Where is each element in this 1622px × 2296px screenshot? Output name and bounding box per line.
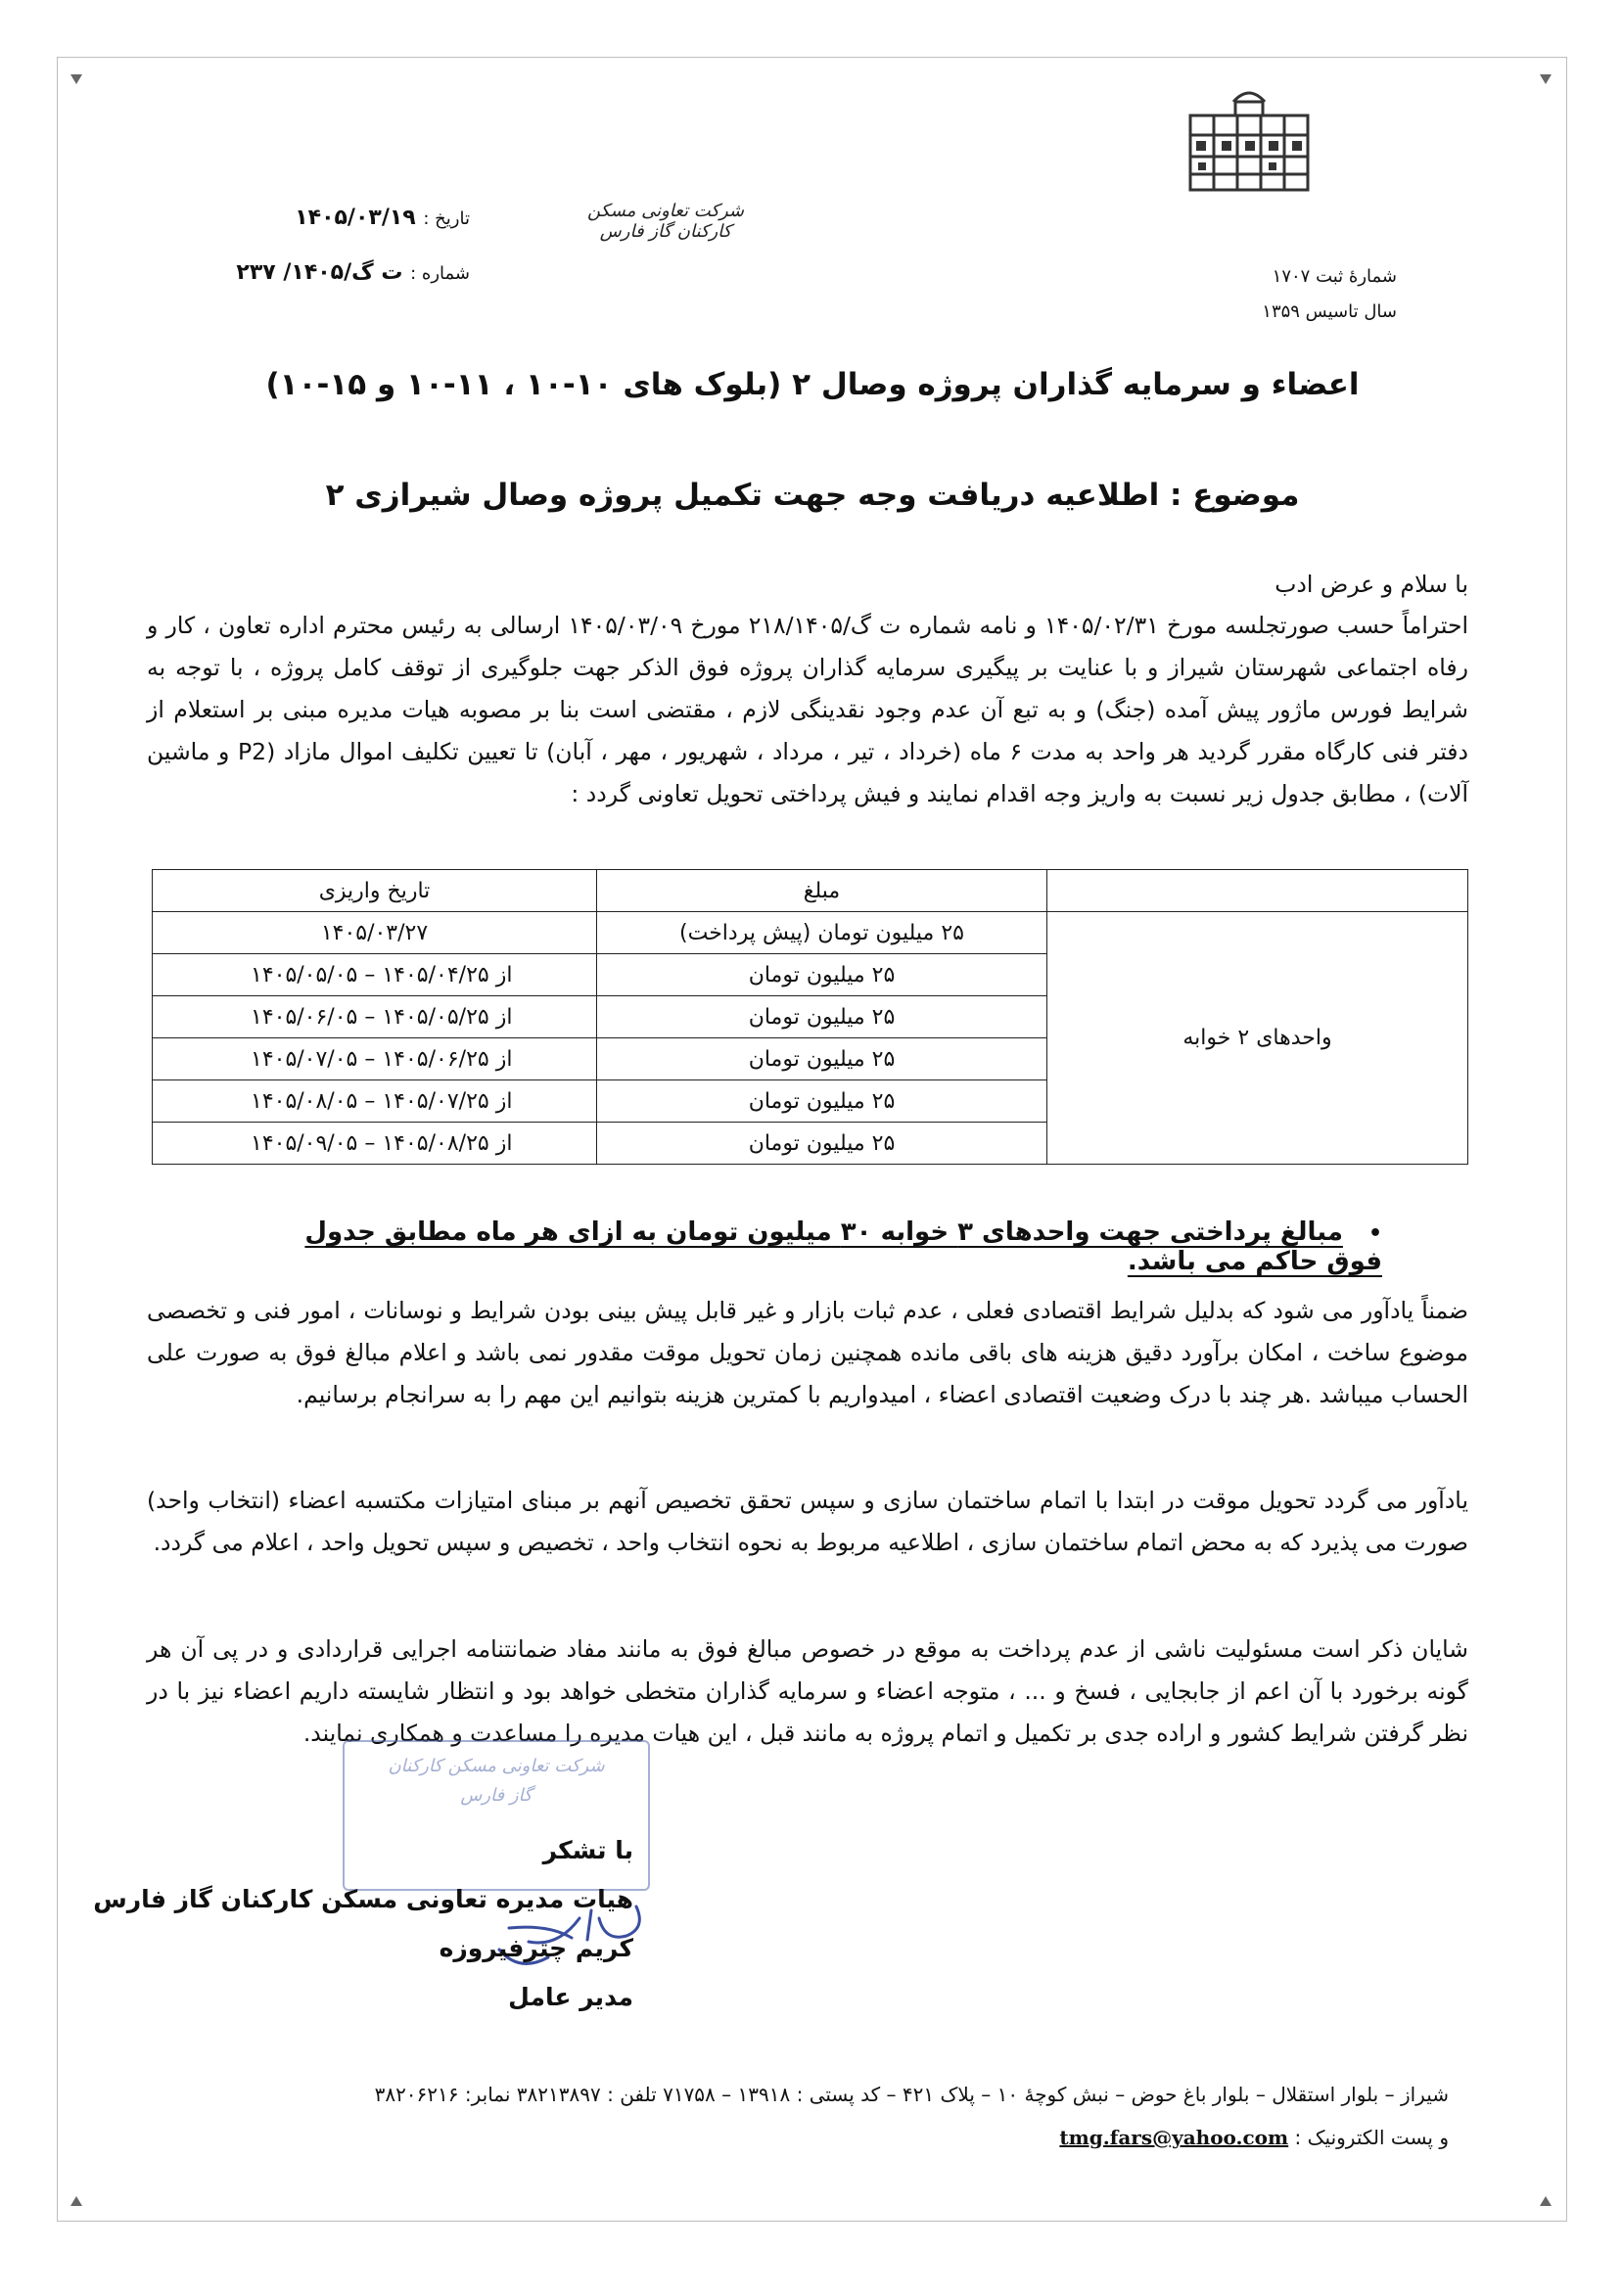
date-label: تاریخ :	[423, 208, 470, 229]
date-cell: از ۱۴۰۵/۰۶/۲۵ – ۱۴۰۵/۰۷/۰۵	[153, 1038, 597, 1080]
letter-number	[147, 260, 470, 285]
signer-name: کریم چترفیروزه	[439, 1934, 633, 1962]
subject-heading: موضوع : اطلاعیه دریافت وجه جهت تکمیل پروژه وصال شیرازی ۲	[325, 478, 1300, 513]
founding-year: سال تاسیس ۱۳۵۹	[1262, 301, 1397, 322]
header-date: تاریخ واریزی	[153, 870, 597, 912]
email-label: و پست الکترونیک :	[1294, 2126, 1449, 2149]
date-cell: از ۱۴۰۵/۰۴/۲۵ – ۱۴۰۵/۰۵/۰۵	[153, 954, 597, 996]
amount-cell: ۲۵ میلیون تومان	[597, 1123, 1047, 1165]
number-value: ت گ/۱۴۰۵/ ۲۳۷	[236, 260, 403, 285]
letter-date	[147, 206, 470, 230]
greeting: با سلام و عرض ادب	[1274, 571, 1468, 598]
signature-block	[93, 1826, 633, 2022]
paragraph-delivery: یادآور می گردد تحویل موقت در ابتدا با اتمام ساختمان سازی و سپس تحقق تخصیص آنهم بر مبنای امتیازات مکتسبه اعضاء (انتخاب واحد) صورت می پذیرد که به محض اتمام ساختمان سازی ، اطلاعیه مربوط به نحوه انتخاب واحد ، تخصیص و سپس تحویل واحد ، اعلام می گردد.	[147, 1487, 1468, 1556]
corner-mark-top-left	[70, 74, 82, 84]
header-amount: مبلغ	[597, 870, 1047, 912]
paragraph-reminder: ضمناً یادآور می شود که بدلیل شرایط اقتصادی فعلی ، عدم ثبات بازار و غیر قابل پیش بینی بودن شرایط و نوسانات ، امور فنی و تخصصی موضوع ساخت ، امکان برآورد دقیق هزینه های باقی مانده همچنین زمان تحویل موقت مقدور نمی باشد و اعلام مبالغ فوق به صورت علی الحساب میباشد .هر چند با درک وضعیت اقتصادی اعضاء ، امیدواریم با کمترین هزینه بتوانیم این مهم را به سرانجام برسانیم.	[147, 1297, 1468, 1408]
paragraph-responsibility: شایان ذکر است مسئولیت ناشی از عدم پرداخت به موقع در خصوص مبالغ فوق به مانند مفاد ضمانتنامه اجرایی قراردادی و در پی آن هر گونه برخورد با آن اعم از جابجایی ، فسخ و ... ، متوجه اعضاء و سرمایه گذاران متخطی خواهد بود و انتظار شایسته داریم اعضاء نیز با در نظر گرفتن شرایط کشور و اراده جدی بر تکمیل و اتمام پروژه به مانند قبل ، این هیات مدیره را مساعدت و همکاری نمایند.	[147, 1635, 1468, 1747]
date-value: ۱۴۰۵/۰۳/۱۹	[295, 206, 416, 230]
closing-thanks: با تشکر	[542, 1836, 633, 1864]
header-unit	[1047, 870, 1468, 912]
footer-address: شیراز – بلوار استقلال – بلوار باغ حوض – نبش کوچهٔ ۱۰ – پلاک ۴۲۱ – کد پستی : ۱۳۹۱۸ – ۷۱۷۵۸ تلفن : ۳۸۲۱۳۸۹۷ نمابر: ۳۸۲۰۶۲۱۶	[374, 2083, 1449, 2106]
corner-mark-top-right	[1540, 74, 1552, 84]
payment-schedule-table	[152, 869, 1468, 1165]
date-cell: ۱۴۰۵/۰۳/۲۷	[153, 912, 597, 954]
amount-cell: ۲۵ میلیون تومان	[597, 1038, 1047, 1080]
building-logo-icon	[1184, 80, 1314, 196]
amount-cell: ۲۵ میلیون تومان (پیش پرداخت)	[597, 912, 1047, 954]
recipients-heading: اعضاء و سرمایه گذاران پروژه وصال ۲ (بلوک های ۱۰-۱۰ ، ۱۱-۱۰ و ۱۵-۱۰)	[265, 367, 1360, 402]
paragraph-intro: احتراماً حسب صورتجلسه مورخ ۱۴۰۵/۰۲/۳۱ و نامه شماره ت گ/۲۱۸/۱۴۰۵ مورخ ۱۴۰۵/۰۳/۰۹ ارسالی به رئیس محترم اداره تعاون ، کار و رفاه اجتماعی شهرستان شیراز و با عنایت بر پیگیری سرمایه گذاران پروژه فوق الذکر جهت جلوگیری از توقف کامل پروژه ، با توجه به شرایط فورس ماژور پیش آمده (جنگ) و به تبع آن عدم وجود نقدینگی لازم ، مقتضی است بنا بر مصوبه هیات مدیره مبنی بر استعلام از دفتر فنی کارگاه مقرر گردید هر واحد به مدت ۶ ماه (خرداد ، تیر ، مرداد ، شهریور ، مهر ، آبان) تا تعیین تکلیف اموال مازاد (P2 و ماشین آلات) ، مطابق جدول زیر نسبت به واریز وجه اقدام نمایند و فیش پرداختی تحویل تعاونی گردد :	[147, 612, 1468, 807]
registration-number: شمارهٔ ثبت ۱۷۰۷	[1272, 266, 1397, 287]
corner-mark-bottom-right	[1540, 2196, 1552, 2206]
board-name: هیات مدیره تعاونی مسکن کارکنان گاز فارس	[93, 1885, 633, 1913]
footer-email-line	[186, 2126, 1449, 2149]
date-cell: از ۱۴۰۵/۰۸/۲۵ – ۱۴۰۵/۰۹/۰۵	[153, 1123, 597, 1165]
table-row	[153, 912, 1468, 954]
date-cell: از ۱۴۰۵/۰۵/۲۵ – ۱۴۰۵/۰۶/۰۵	[153, 996, 597, 1038]
number-label: شماره :	[410, 263, 470, 284]
stamp-line-1: شرکت تعاونی مسکن کارکنان	[388, 1756, 605, 1776]
table-header-row	[153, 870, 1468, 912]
signer-title: مدیر عامل	[508, 1983, 633, 2011]
date-cell: از ۱۴۰۵/۰۷/۲۵ – ۱۴۰۵/۰۸/۰۵	[153, 1080, 597, 1123]
corner-mark-bottom-left	[70, 2196, 82, 2206]
unit-type-cell: واحدهای ۲ خوابه	[1047, 912, 1468, 1165]
three-bedroom-note: • مبالغ پرداختی جهت واحدهای ۳ خوابه ۳۰ میلیون تومان به ازای هر ماه مطابق جدول فوق حاکم می باشد.	[245, 1217, 1382, 1276]
amount-cell: ۲۵ میلیون تومان	[597, 996, 1047, 1038]
email-link[interactable]: tmg.fars@yahoo.com	[1059, 2126, 1289, 2149]
company-name: شرکت تعاونی مسکن کارکنان گاز فارس	[587, 201, 744, 242]
amount-cell: ۲۵ میلیون تومان	[597, 1080, 1047, 1123]
stamp-line-2: گاز فارس	[460, 1785, 533, 1806]
amount-cell: ۲۵ میلیون تومان	[597, 954, 1047, 996]
